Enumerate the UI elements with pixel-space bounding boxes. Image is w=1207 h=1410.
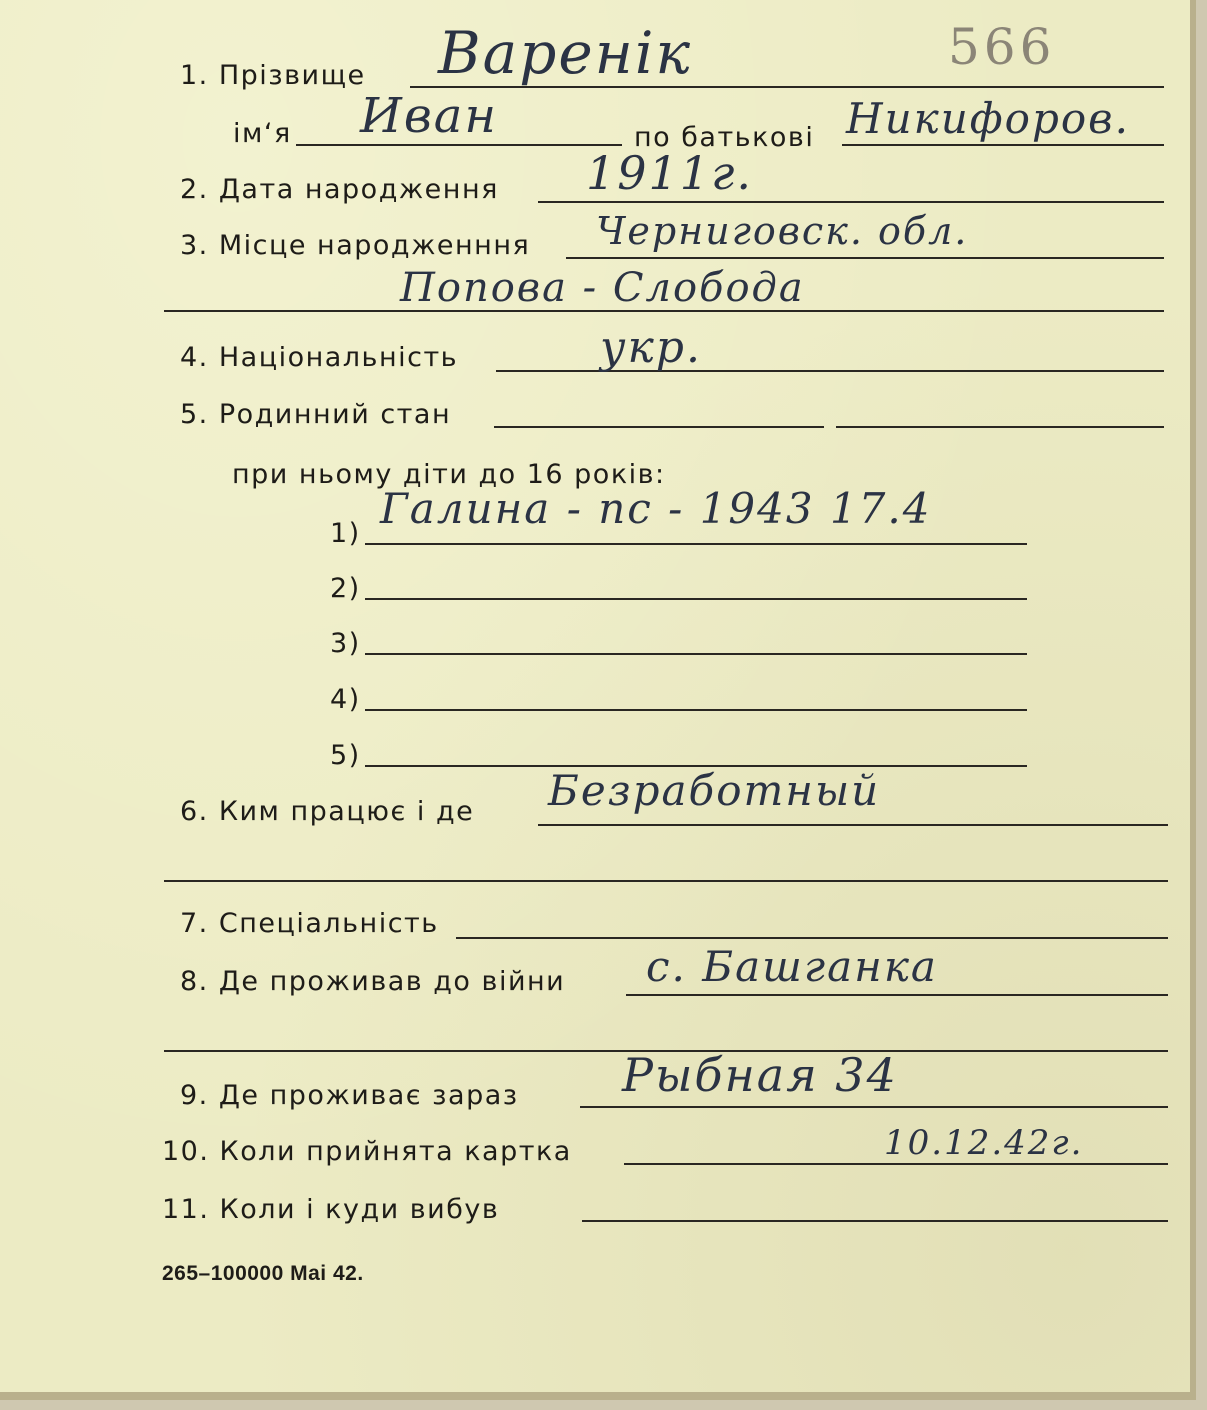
departure-label: 11. Коли і куди вибув [162,1194,500,1225]
birth-place-value-2: Попова - Слобода [400,265,805,311]
child-num: 5) [330,740,361,771]
card-date-line [624,1163,1168,1165]
child-num: 1) [330,518,361,549]
name-line [296,144,622,146]
child-num: 2) [330,573,361,604]
nationality-label: 4. Національність [180,342,459,373]
card-date-label: 10. Коли прийнята картка [162,1136,572,1167]
current-line [580,1106,1168,1108]
birth-date-value: 1911г. [586,146,753,200]
birth-date-label: 2. Дата народження [180,174,499,205]
name-label: ім‘я [233,118,292,149]
child-num: 3) [330,628,361,659]
patronymic-label: по батькові [634,122,815,153]
birth-place-value-1: Черниговск. обл. [596,209,969,253]
child-line [365,709,1027,711]
child-num: 4) [330,684,361,715]
work-line-2 [164,880,1168,882]
marital-line-a [494,426,824,428]
birth-place-line-1 [566,257,1164,259]
prewar-line-1 [626,994,1168,996]
birth-place-label: 3. Місце народженння [180,230,531,261]
prewar-value: с. Башганка [646,942,938,991]
print-code: 265–100000 Mai 42. [162,1262,364,1285]
prewar-label: 8. Де проживав до війни [180,966,566,997]
current-label: 9. Де проживає зараз [180,1080,519,1111]
children-label: при ньому діти до 16 років: [232,459,666,490]
nationality-line [496,370,1164,372]
nationality-value: укр. [600,322,702,373]
name-value: Иван [360,88,499,144]
patronymic-value: Никифоров. [846,94,1130,143]
work-label: 6. Ким працює і де [180,796,475,827]
card-date-value: 10.12.42г. [884,1123,1084,1163]
patronymic-line [842,144,1164,146]
marital-line-b [836,426,1164,428]
child-line [365,543,1027,545]
surname-label: 1. Прізвище [180,60,366,91]
child-line [365,653,1027,655]
birth-date-line [538,201,1164,203]
work-line-1 [538,824,1168,826]
work-value: Безработный [548,766,881,815]
departure-line [582,1220,1168,1222]
marital-label: 5. Родинний стан [180,399,452,430]
current-value: Рыбная 34 [622,1048,898,1102]
specialty-line [456,937,1168,939]
specialty-label: 7. Спеціальність [180,908,439,939]
child-line [365,598,1027,600]
surname-value: Варенік [438,19,693,87]
child-value: Галина - пс - 1943 17.4 [380,484,932,533]
archive-number: 566 [948,18,1056,76]
